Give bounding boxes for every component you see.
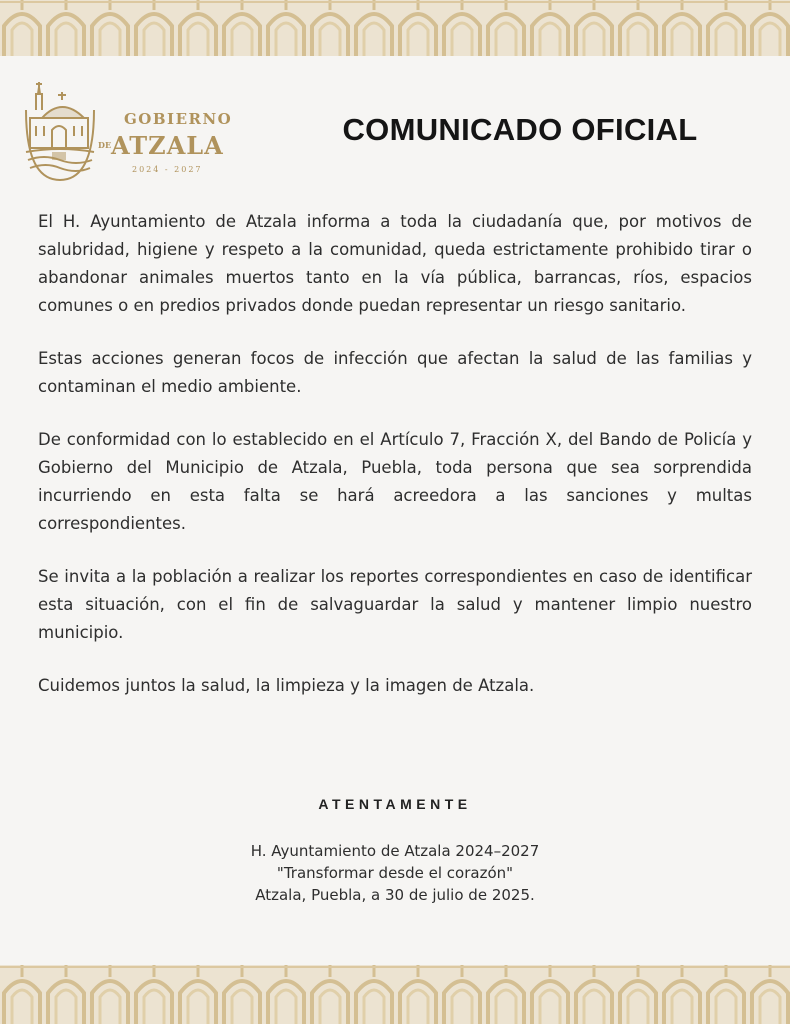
announcement-body [38,208,752,725]
church-emblem-icon [22,80,98,184]
signature-line-1: H. Ayuntamiento de Atzala 2024–2027 [250,842,540,860]
logo-atzala-text: ATZALA [111,131,224,160]
logo-gobierno-text: GOBIERNO [124,110,233,128]
logo-years-text: 2024 - 2027 [132,165,203,174]
government-logo [22,80,242,184]
page-title: COMUNICADO OFICIAL [342,112,698,147]
signature-line-2: "Transformar desde el corazón" [276,864,514,882]
paragraph-1: El H. Ayuntamiento de Atzala informa a toda la ciudadanía que, por motivos de salubridad, higiene y respeto a la comunidad, queda estrictamente prohibido tirar o abandonar animales muertos tanto en la vía pública, barrancas, ríos, espacios comunes o en predios privados donde puedan representar un riesgo sanitario. [38,212,752,315]
paragraph-4: Se invita a la población a realizar los reportes correspondientes en caso de identificar esta situación, con el fin de salvaguardar la salud y mantener limpio nuestro municipio. [38,567,752,642]
paragraph-3: De conformidad con lo establecido en el Artículo 7, Fracción X, del Bando de Policía y Gobierno del Municipio de Atzala, Puebla, toda persona que sea sorprendida incurriendo en esta falta se hará acreedora a las sanciones y multas correspondientes. [38,430,752,533]
signature-line-3: Atzala, Puebla, a 30 de julio de 2025. [255,886,535,904]
bottom-decorative-band [0,965,790,1024]
arch-pattern-top [0,0,790,56]
logo-de-text: DE [98,140,112,150]
paragraph-2: Estas acciones generan focos de infección que afectan la salud de las familias y contaminan el medio ambiente. [38,349,752,396]
signature-block [0,840,790,906]
paragraph-5: Cuidemos juntos la salud, la limpieza y la imagen de Atzala. [38,676,535,695]
top-decorative-band [0,0,790,56]
arch-pattern-bottom [0,965,790,1024]
closing-atentamente: ATENTAMENTE [318,796,472,812]
